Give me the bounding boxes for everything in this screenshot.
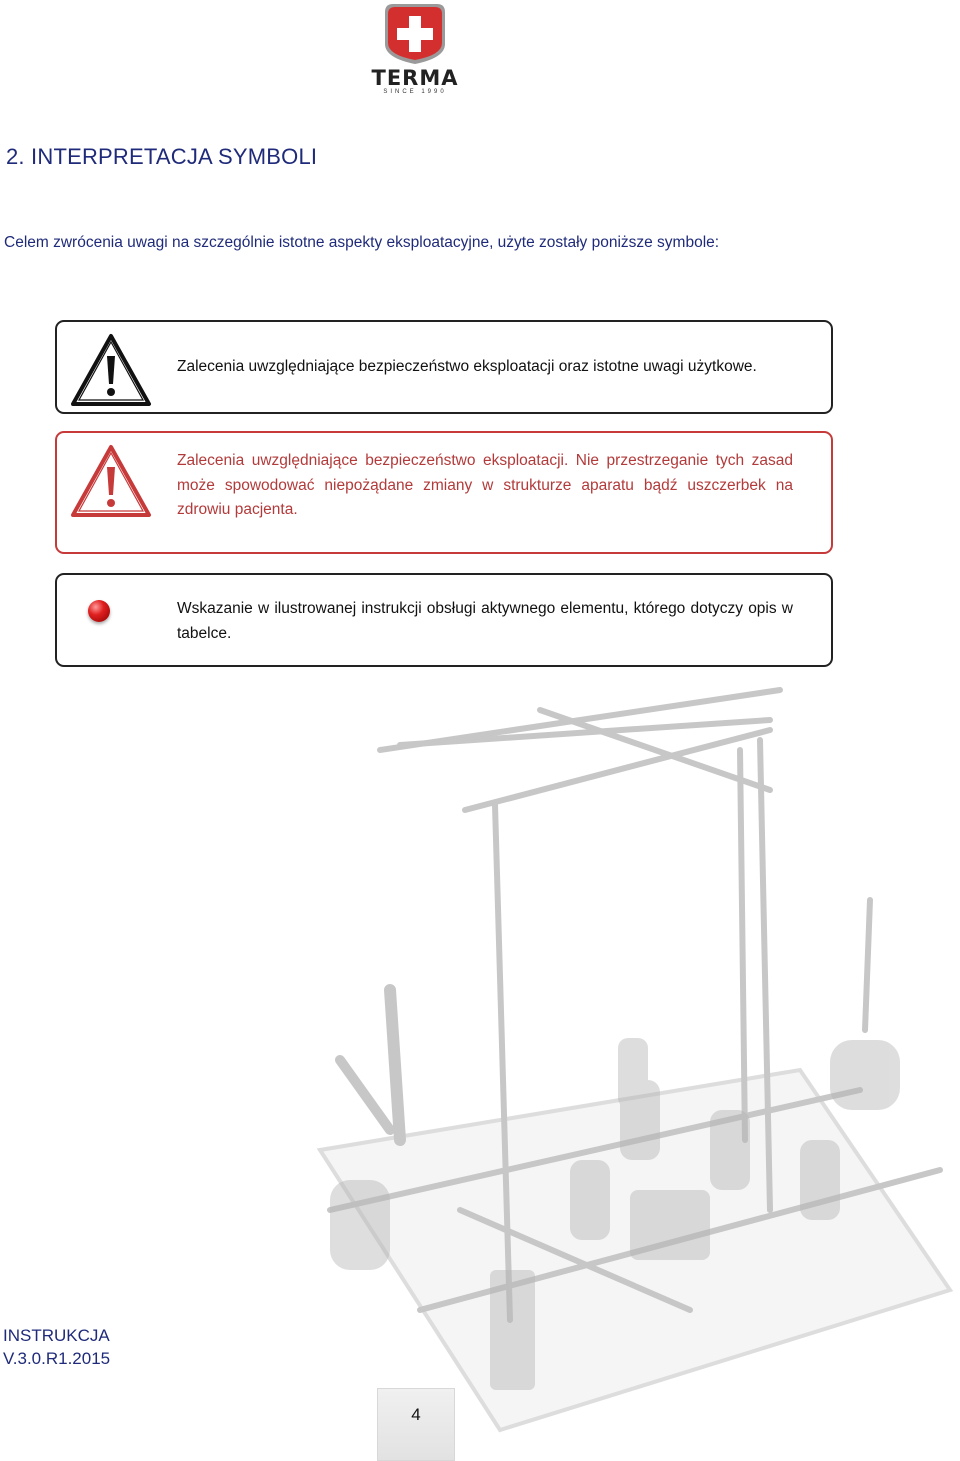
page-number-box: [377, 1388, 455, 1461]
footer-version: V.3.0.R1.2015: [3, 1349, 111, 1368]
symbol-box-danger: [55, 431, 833, 554]
brand-name: TERMA: [371, 66, 459, 90]
warning-triangle-red-icon: [69, 443, 153, 519]
page-number: 4: [411, 1405, 421, 1424]
red-dot-icon: [88, 600, 110, 622]
symbol-description: Zalecenia uwzględniające bezpieczeństwo eksploatacji. Nie przestrzeganie tych zasad może spowodować niepożądane zmiany w strukturze aparatu bądź uszczerbek na zdrowiu pacjenta.: [177, 452, 793, 518]
symbol-box-indicator: [55, 573, 833, 667]
brand-since: SINCE 1990: [383, 89, 447, 95]
intro-text: Celem zwrócenia uwagi na szczególnie istotne aspekty eksploatacyjne, użyte zostały poniższe symbole:: [4, 234, 720, 251]
device-illustration: [300, 670, 960, 1459]
warning-triangle-black-icon: [69, 332, 153, 408]
symbol-box-safety: [55, 320, 833, 414]
footer-doc-label: INSTRUKCJA: [3, 1326, 110, 1345]
symbol-description: Wskazanie w ilustrowanej instrukcji obsługi aktywnego elementu, którego dotyczy opis w tabelce.: [177, 600, 793, 642]
section-title: 2. INTERPRETACJA SYMBOLI: [6, 144, 318, 169]
symbol-description: Zalecenia uwzględniające bezpieczeństwo eksploatacji oraz istotne uwagi użytkowe.: [177, 358, 757, 375]
